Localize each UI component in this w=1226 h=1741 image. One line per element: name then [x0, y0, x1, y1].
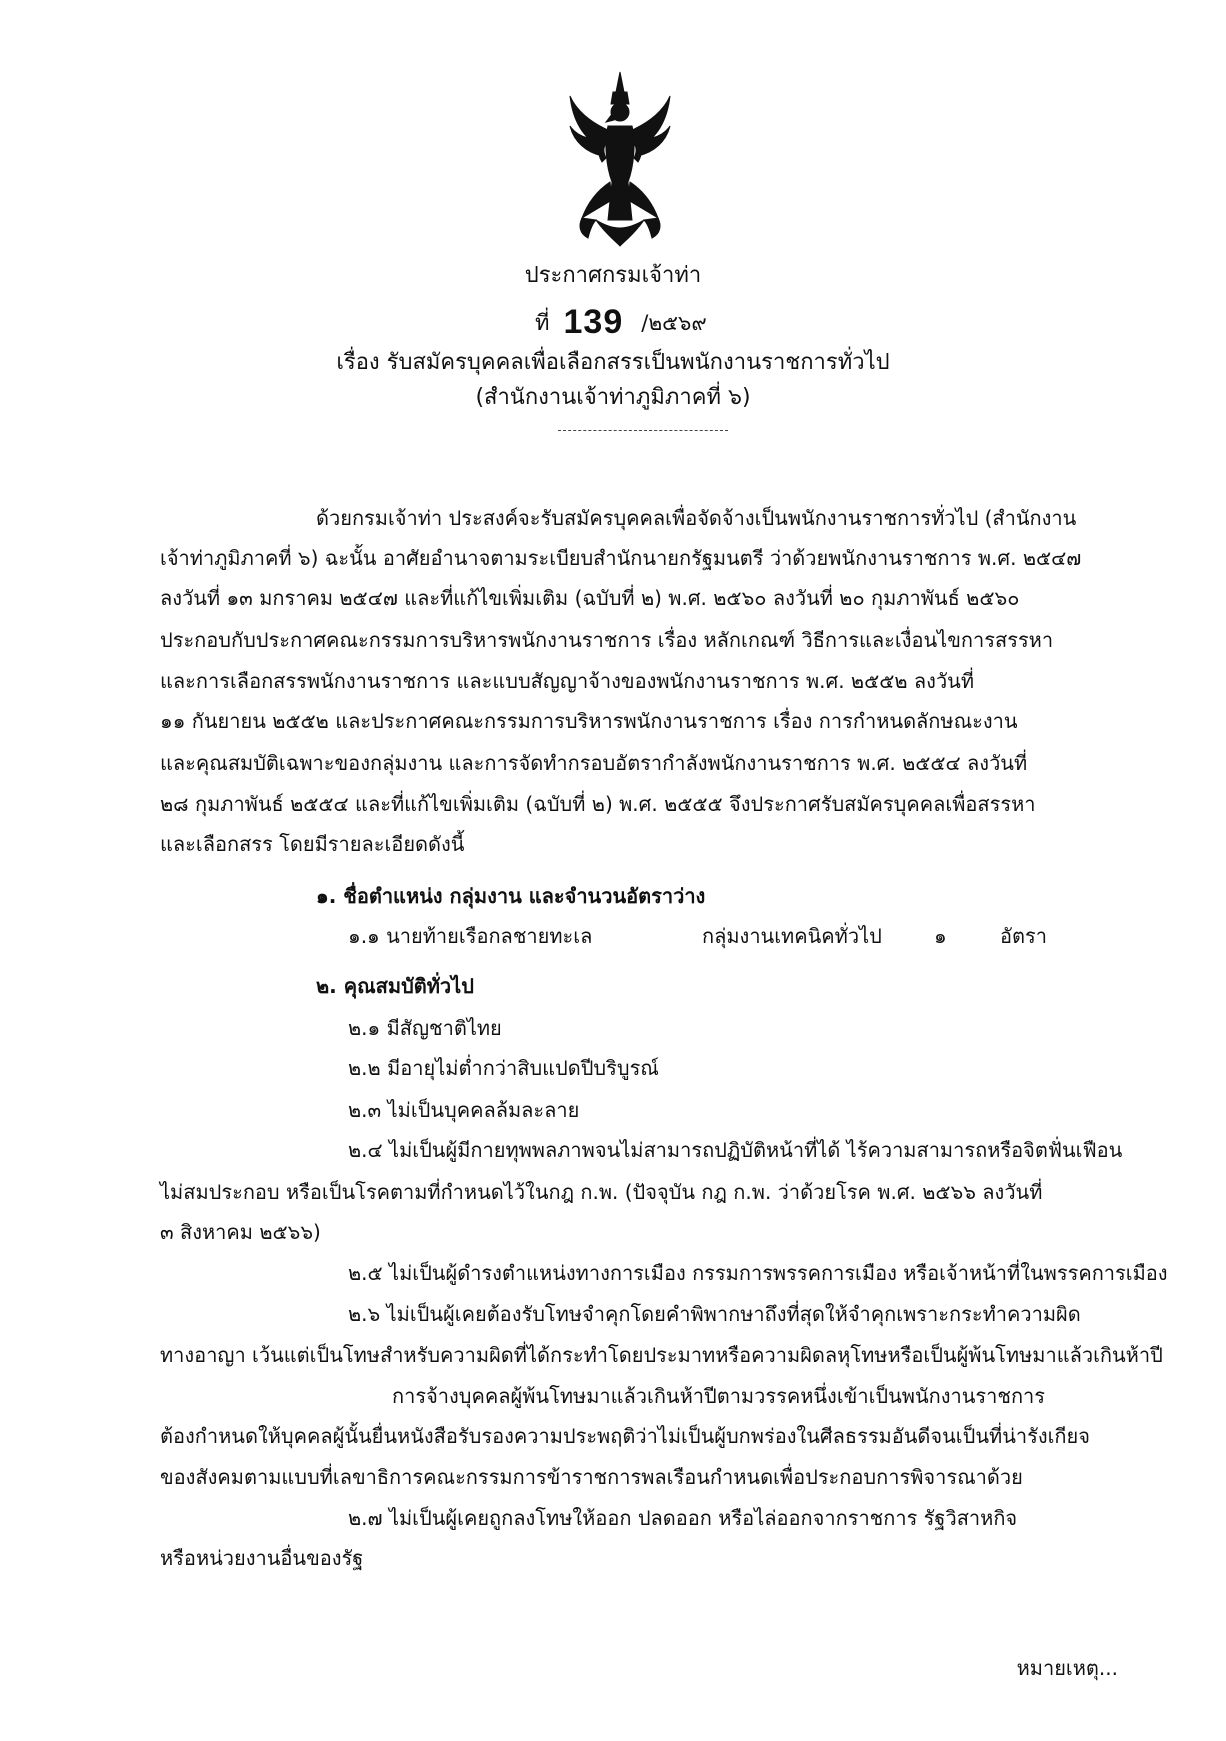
qualification-2-4-line-3: ๓ สิงหาคม ๒๕๖๖) — [160, 1220, 321, 1244]
announcement-subject: เรื่อง รับสมัครบุคคลเพื่อเลือกสรรเป็นพนักงานราชการทั่วไป — [336, 350, 890, 375]
section-1-heading: ๑. ชื่อตำแหน่ง กลุ่มงาน และจำนวนอัตราว่าง — [316, 884, 706, 908]
position-name: ๑.๑ นายท้ายเรือกลชายทะเล — [348, 924, 593, 948]
intro-line-7: และคุณสมบัติเฉพาะของกลุ่มงาน และการจัดทำกรอบอัตรากำลังพนักงานราชการ พ.ศ. ๒๕๕๔ ลงวันที่ — [160, 751, 1028, 775]
position-group: กลุ่มงานเทคนิคทั่วไป — [702, 924, 882, 948]
intro-line-1: ด้วยกรมเจ้าท่า ประสงค์จะรับสมัครบุคคลเพื่อจัดจ้างเป็นพนักงานราชการทั่วไป (สำนักงาน — [316, 506, 1077, 530]
qualification-2-5: ๒.๕ ไม่เป็นผู้ดำรงตำแหน่งทางการเมือง กรรมการพรรคการเมือง หรือเจ้าหน้าที่ในพรรคการเมือง — [348, 1261, 1168, 1285]
qualification-2-6-line-4: ต้องกำหนดให้บุคคลผู้นั้นยื่นหนังสือรับรองความประพฤติว่าไม่เป็นผู้บกพร่องในศีลธรรมอันดีจนเป็นที่น่ารังเกียจ — [160, 1424, 1090, 1448]
announcement-title: ประกาศกรมเจ้าท่า — [524, 263, 702, 288]
continued-note: หมายเหตุ... — [1016, 1656, 1118, 1680]
announcement-year: /๒๕๖๙ — [641, 311, 707, 335]
intro-line-5: และการเลือกสรรพนักงานราชการ และแบบสัญญาจ้างของพนักงานราชการ พ.ศ. ๒๕๕๒ ลงวันที่ — [160, 669, 975, 693]
qualification-2-7-line-2: หรือหน่วยงานอื่นของรัฐ — [160, 1546, 364, 1570]
qualification-2-7-line-1: ๒.๗ ไม่เป็นผู้เคยถูกลงโทษให้ออก ปลดออก หรือไล่ออกจากราชการ รัฐวิสาหกิจ — [348, 1506, 1018, 1530]
qualification-2-2: ๒.๒ มีอายุไม่ต่ำกว่าสิบแปดปีบริบูรณ์ — [348, 1056, 659, 1080]
header-divider — [558, 430, 728, 431]
qualification-2-3: ๒.๓ ไม่เป็นบุคคลล้มละลาย — [348, 1098, 580, 1122]
section-2-heading: ๒. คุณสมบัติทั่วไป — [316, 974, 474, 998]
intro-line-2: เจ้าท่าภูมิภาคที่ ๖) ฉะนั้น อาศัยอำนาจตามระเบียบสำนักนายกรัฐมนตรี ว่าด้วยพนักงานราชการ พ.ศ. ๒๕๔๗ — [160, 546, 1082, 570]
intro-line-4: ประกอบกับประกาศคณะกรรมการบริหารพนักงานราชการ เรื่อง หลักเกณฑ์ วิธีการและเงื่อนไขการสรรหา — [160, 628, 1054, 652]
qualification-2-4-line-1: ๒.๔ ไม่เป็นผู้มีกายทุพพลภาพจนไม่สามารถปฏิบัติหน้าที่ได้ ไร้ความสามารถหรือจิตฟั่นเฟือน — [348, 1138, 1123, 1162]
qualification-2-1: ๒.๑ มีสัญชาติไทย — [348, 1016, 502, 1040]
qualification-2-6-line-5: ของสังคมตามแบบที่เลขาธิการคณะกรรมการข้าราชการพลเรือนกำหนดเพื่อประกอบการพิจารณาด้วย — [160, 1465, 1023, 1489]
position-count: ๑ — [934, 924, 947, 948]
qualification-2-6-line-1: ๒.๖ ไม่เป็นผู้เคยต้องรับโทษจำคุกโดยคำพิพากษาถึงที่สุดให้จำคุกเพราะกระทำความผิด — [348, 1302, 1081, 1326]
garuda-emblem-icon — [568, 70, 672, 248]
intro-line-6: ๑๑ กันยายน ๒๕๕๒ และประกาศคณะกรรมการบริหารพนักงานราชการ เรื่อง การกำหนดลักษณะงาน — [160, 709, 1018, 733]
position-unit: อัตรา — [1000, 924, 1047, 948]
intro-line-9: และเลือกสรร โดยมีรายละเอียดดังนี้ — [160, 832, 465, 856]
announcement-number: 139 — [563, 303, 624, 341]
qualification-2-6-line-2: ทางอาญา เว้นแต่เป็นโทษสำหรับความผิดที่ได้กระทำโดยประมาทหรือความผิดลหุโทษหรือเป็นผู้พ้นโทษมาแล้วเกินห้าปี — [160, 1343, 1163, 1367]
intro-line-3: ลงวันที่ ๑๓ มกราคม ๒๕๔๗ และที่แก้ไขเพิ่มเติม (ฉบับที่ ๒) พ.ศ. ๒๕๖๐ ลงวันที่ ๒๐ กุมภาพันธ์ ๒๕๖๐ — [160, 586, 1020, 610]
qualification-2-4-line-2: ไม่สมประกอบ หรือเป็นโรคตามที่กำหนดไว้ในกฎ ก.พ. (ปัจจุบัน กฎ ก.พ. ว่าด้วยโรค พ.ศ. ๒๕๖๖ ลงวันที่ — [160, 1180, 1043, 1204]
qualification-2-6-line-3: การจ้างบุคคลผู้พ้นโทษมาแล้วเกินห้าปีตามวรรคหนึ่งเข้าเป็นพนักงานราชการ — [392, 1384, 1046, 1408]
announcement-office: (สำนักงานเจ้าท่าภูมิภาคที่ ๖) — [475, 385, 751, 410]
number-prefix: ที่ — [535, 311, 550, 336]
intro-line-8: ๒๘ กุมภาพันธ์ ๒๕๕๔ และที่แก้ไขเพิ่มเติม (ฉบับที่ ๒) พ.ศ. ๒๕๕๕ จึงประกาศรับสมัครบุคคลเพื่อสรรหา — [160, 792, 1036, 816]
announcement-number-line — [535, 303, 707, 342]
